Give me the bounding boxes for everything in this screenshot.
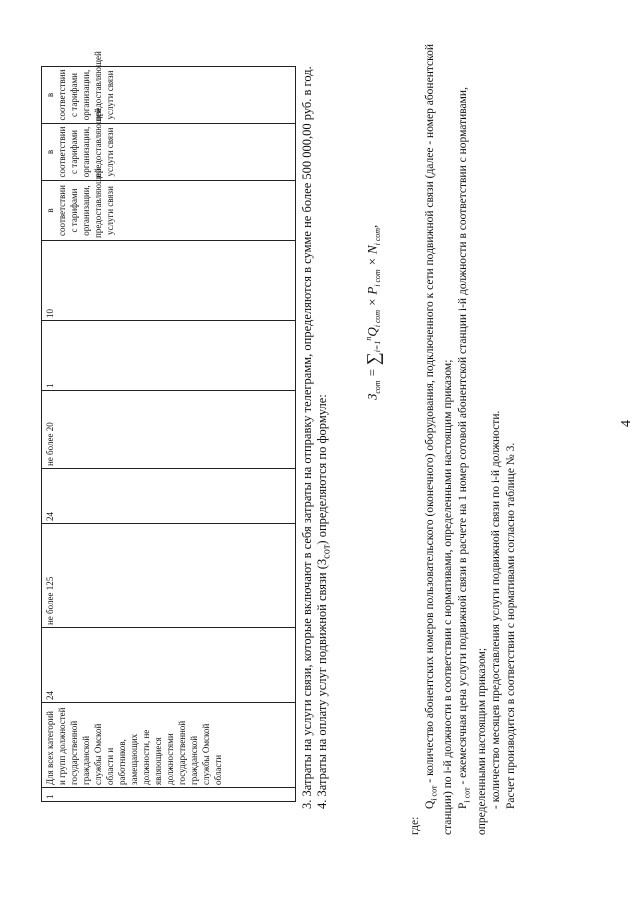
table-cell-number: 1: [42, 788, 296, 802]
table-cell-value: 1: [42, 321, 296, 391]
page-number: 4: [619, 420, 634, 427]
where-label: где:: [409, 816, 421, 835]
definition-n: - количество месяцев предоставления услуги подвижной связи по i-й должности.: [490, 410, 503, 809]
table-cell-value: 24: [42, 628, 296, 703]
table-cell-value: не более 20: [42, 391, 296, 469]
norms-table: [41, 51, 296, 802]
paragraph-3: 3. Затраты на услуги связи, которые включают в себя затраты на отправку телеграмм, определяются в сумме не более 500 000,00 руб. в год.: [300, 66, 314, 809]
paragraph-4: 4. Затраты на оплату услуг подвижной связи $(З_{сот})$ определяются по формуле:: [314, 394, 332, 809]
definition-q: $Q_{i сот}$ - количество абонентских номеров пользовательского (оконечного) оборудования, подключенного к сети подвижной связи (далее - номер абонентской станции) по i-й должности в соответствии с нормативами, определенными настоящим приказом;: [423, 43, 455, 835]
definition-p: $P_{i сот}$ - ежемесячная цена услуги подвижной связи в расчете на 1 номер сотовой абонентской станции i-й должности в соответствии с нормативами, определенными настоящим приказом;: [456, 87, 488, 835]
calculation-note: Расчет производится в соответствии с нормативами согласно таблице № 3.: [504, 442, 517, 809]
table-cell-category: Для всех категорий и групп должностей государственной гражданской службы Омской области и работников, замещающих должности, не являющиеся должностями государственной гражданской службы Омской области: [42, 703, 296, 788]
table-cell-value: 24: [42, 469, 296, 524]
table-cell-tariff: в соответствии с тарифами организации, предоставляющей услуги связи: [42, 181, 296, 241]
formula-definitions: [408, 35, 518, 835]
cost-formula: $З_{сот} = \sum_{i=1}^nQ_{i сот} \times P_{i сот} \times N_{i сот}$,: [363, 224, 383, 400]
table-cell-value: не более 125: [42, 524, 296, 628]
sum-symbol: ∑: [363, 352, 383, 366]
body-text: [300, 35, 335, 835]
table-cell-tariff: в соответствии с тарифами организации, предоставляющей услуги связи: [42, 67, 296, 124]
table-cell-tariff: в соответствии с тарифами организации, предоставляющей услуги связи: [42, 124, 296, 181]
table-row: [42, 67, 296, 802]
table-cell-value: 10: [42, 241, 296, 321]
